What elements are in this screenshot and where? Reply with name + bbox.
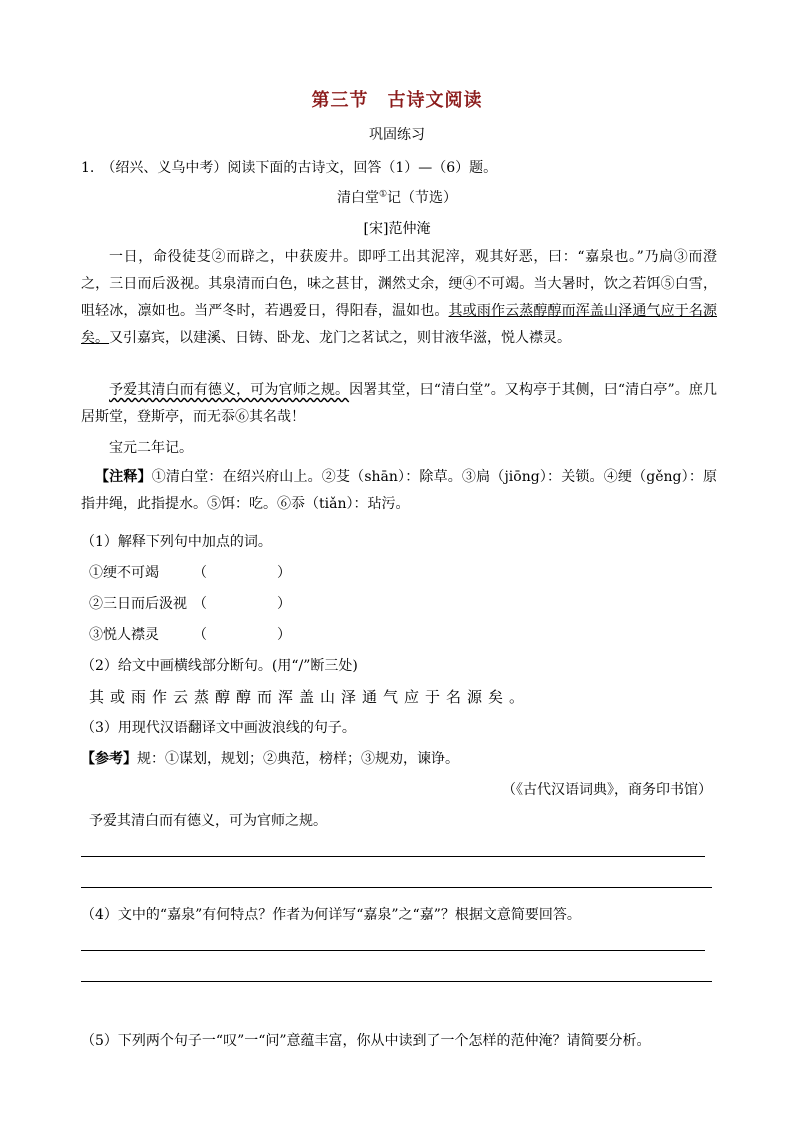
q1-item-3: ③悦人襟灵 （ ） bbox=[89, 627, 291, 643]
passage-title-footnote: ① bbox=[378, 189, 388, 200]
q5-prompt: （5）下列两个句子一“叹”一“问”意蕴丰富，你从中读到了一个怎样的范仲淹？请简要分析。 bbox=[81, 1033, 651, 1049]
q1-item-2: ②三日而后汲视 （ ） bbox=[89, 596, 291, 612]
q4-answer-line-1[interactable] bbox=[81, 950, 705, 951]
q3-reference-text: 规：①谋划，规划；②典范，榜样；③规劝，谏诤。 bbox=[137, 751, 459, 767]
passage-paragraph-3: 宝元二年记。 bbox=[109, 440, 193, 456]
passage-author: [宋]范仲淹 bbox=[363, 221, 431, 237]
notes-label: 【注释】 bbox=[95, 469, 152, 485]
q4-answer-line-2[interactable] bbox=[81, 981, 712, 982]
q3-prompt: （3）用现代汉语翻译文中画波浪线的句子。 bbox=[81, 720, 356, 736]
q4-prompt: （4）文中的“嘉泉”有何特点？作者为何详写“嘉泉”之“嘉”？根据文意简要回答。 bbox=[81, 907, 581, 923]
q3-answer-line-1[interactable] bbox=[81, 856, 705, 857]
q1-prompt: （1）解释下列句中加点的词。 bbox=[81, 534, 272, 550]
passage-paragraph-2 bbox=[81, 377, 717, 431]
p1-underlined-sentence: 其或雨作云蒸醇醇而浑盖山泽通气应于名源矣。 bbox=[81, 303, 718, 346]
q3-reference-source: （《古代汉语词典》，商务印书馆） bbox=[502, 782, 712, 798]
q3-answer-line-2[interactable] bbox=[81, 887, 712, 888]
passage-paragraph-1 bbox=[81, 244, 717, 352]
q2-sentence: 其或雨作云蒸醇醇而浑盖山泽通气应于名源矣。 bbox=[89, 688, 531, 706]
subtitle: 巩固练习 bbox=[369, 127, 425, 143]
section-title: 第三节 古诗文阅读 bbox=[311, 90, 483, 111]
p1-text-b: 又引嘉宾，以建溪、日铸、卧龙、龙门之茗试之，则甘液华滋，悦人襟灵。 bbox=[109, 330, 571, 346]
q3-reference-label: 【参考】 bbox=[81, 751, 137, 767]
q3-sentence: 予爱其清白而有德义，可为官师之规。 bbox=[89, 813, 327, 829]
p2-text-b: 因署其堂，曰“清白堂”。又构亭于其侧，曰“清白亭”。庶几居斯堂，登斯亭，而无忝⑥其名哉！ bbox=[81, 382, 717, 425]
question-intro: 1. （绍兴、义乌中考）阅读下面的古诗文，回答（1）—（6）题。 bbox=[81, 160, 498, 176]
q1-item-1: ①绠不可竭 （ ） bbox=[89, 565, 291, 581]
q3-reference bbox=[81, 748, 459, 768]
notes bbox=[81, 464, 717, 518]
passage-title bbox=[0, 187, 794, 207]
passage-title-main: 清白堂 bbox=[336, 190, 379, 206]
p1-text-a: 一日，命役徒芟②而辟之，中获废井。即呼工出其泥滓，观其好恶，曰：“嘉泉也。”乃扃③而澄之，三日而后汲视。其泉清而白色，味之甚甘，渊然丈余，绠④不可竭。当大暑时，饮之若饵⑤白雪，咀轻冰，凛如也。当严冬时，若遇爱日，得阳春，温如也。 bbox=[81, 249, 717, 319]
p2-wavy-sentence: 予爱其清白而有德义，可为官师之规。 bbox=[109, 382, 350, 398]
passage-title-rest: 记（节选） bbox=[387, 190, 458, 206]
notes-text: ①清白堂：在绍兴府山上。②芟（shān）：除草。③扃（jiōng）：关锁。④绠（gěng）：原指井绳，此指提水。⑤饵：吃。⑥忝（tiǎn）：玷污。 bbox=[81, 469, 718, 512]
q2-prompt: （2）给文中画横线部分断句。(用“/”断三处) bbox=[81, 658, 358, 674]
